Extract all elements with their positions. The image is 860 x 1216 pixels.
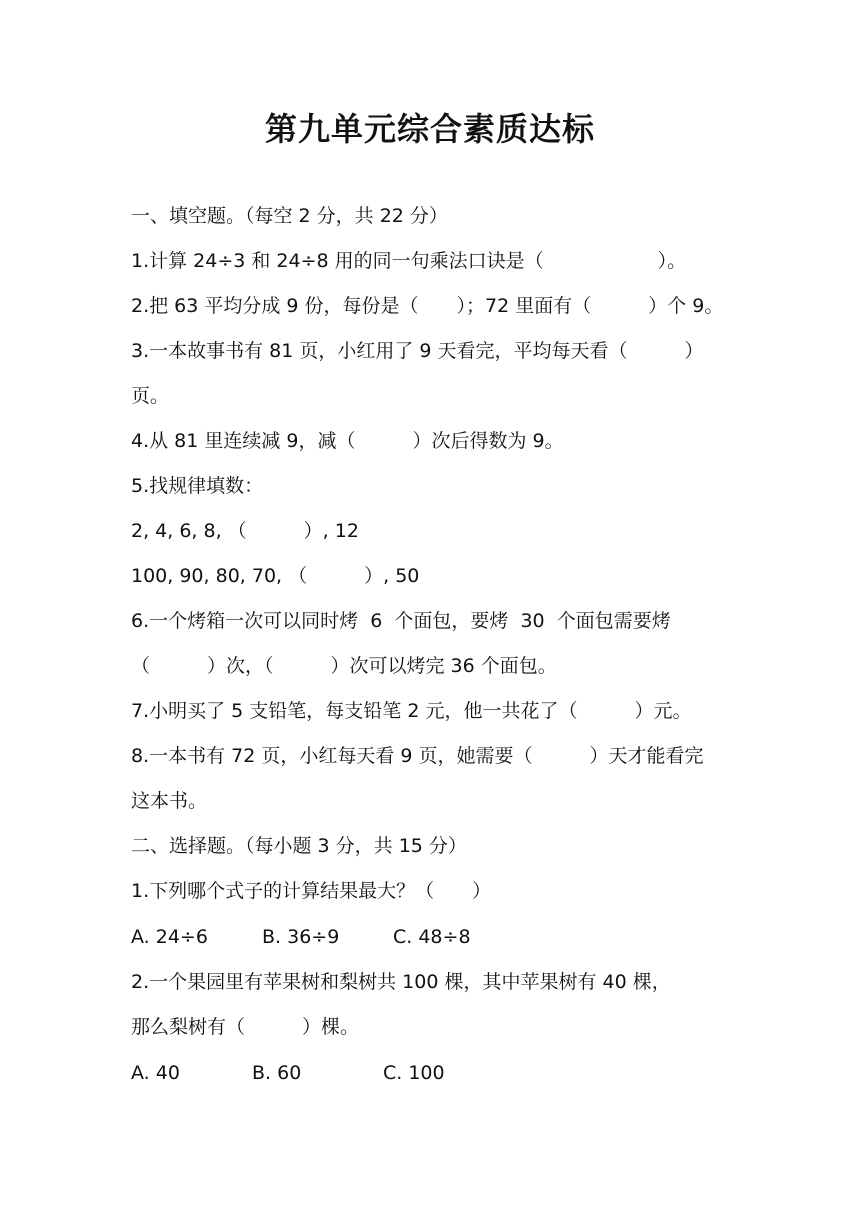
question-2-1-option-a: A. 24÷6 (131, 926, 208, 948)
question-2-2-option-a: A. 40 (131, 1062, 180, 1084)
question-1-8-line2: 这本书。 (131, 790, 208, 812)
page-title: 第九单元综合素质达标 (264, 110, 595, 148)
question-1-4: 4.从 81 里连续减 9，减（ ）次后得数为 9。 (131, 430, 564, 452)
question-2-2-option-c: C. 100 (383, 1062, 445, 1084)
question-2-2-line1: 2.一个果园里有苹果树和梨树共 100 棵，其中苹果树有 40 棵， (131, 971, 671, 993)
section1-heading: 一、填空题。（每空 2 分，共 22 分） (131, 205, 448, 227)
question-2-1-option-b: B. 36÷9 (262, 926, 340, 948)
question-1-2: 2.把 63 平均分成 9 份，每份是（ ）；72 里面有（ ）个 9。 (131, 295, 724, 317)
question-1-7: 7.小明买了 5 支铅笔，每支铅笔 2 元，他一共花了（ ）元。 (131, 700, 692, 722)
question-1-3-line1: 3.一本故事书有 81 页，小红用了 9 天看完，平均每天看（ ） (131, 340, 704, 362)
question-1-3-line2: 页。 (131, 385, 170, 407)
question-1-1: 1.计算 24÷3 和 24÷8 用的同一句乘法口诀是（ ）。 (131, 250, 687, 272)
question-1-5-sequence-1: 2, 4, 6, 8, （ ）, 12 (131, 520, 359, 542)
question-1-5: 5.找规律填数： (131, 475, 264, 497)
question-2-2-line2: 那么梨树有（ ）棵。 (131, 1016, 360, 1038)
question-1-5-sequence-2: 100, 90, 80, 70, （ ）, 50 (131, 565, 420, 587)
question-1-6-line1: 6.一个烤箱一次可以同时烤 6 个面包，要烤 30 个面包需要烤 (131, 610, 671, 632)
question-2-1-option-c: C. 48÷8 (393, 926, 471, 948)
question-2-1: 1.下列哪个式子的计算结果最大？（ ） (131, 880, 492, 902)
question-1-6-line2: （ ）次，（ ）次可以烤完 36 个面包。 (131, 655, 557, 677)
question-2-2-option-b: B. 60 (252, 1062, 302, 1084)
question-1-8-line1: 8.一本书有 72 页，小红每天看 9 页，她需要（ ）天才能看完 (131, 745, 704, 767)
section2-heading: 二、选择题。（每小题 3 分，共 15 分） (131, 835, 467, 857)
